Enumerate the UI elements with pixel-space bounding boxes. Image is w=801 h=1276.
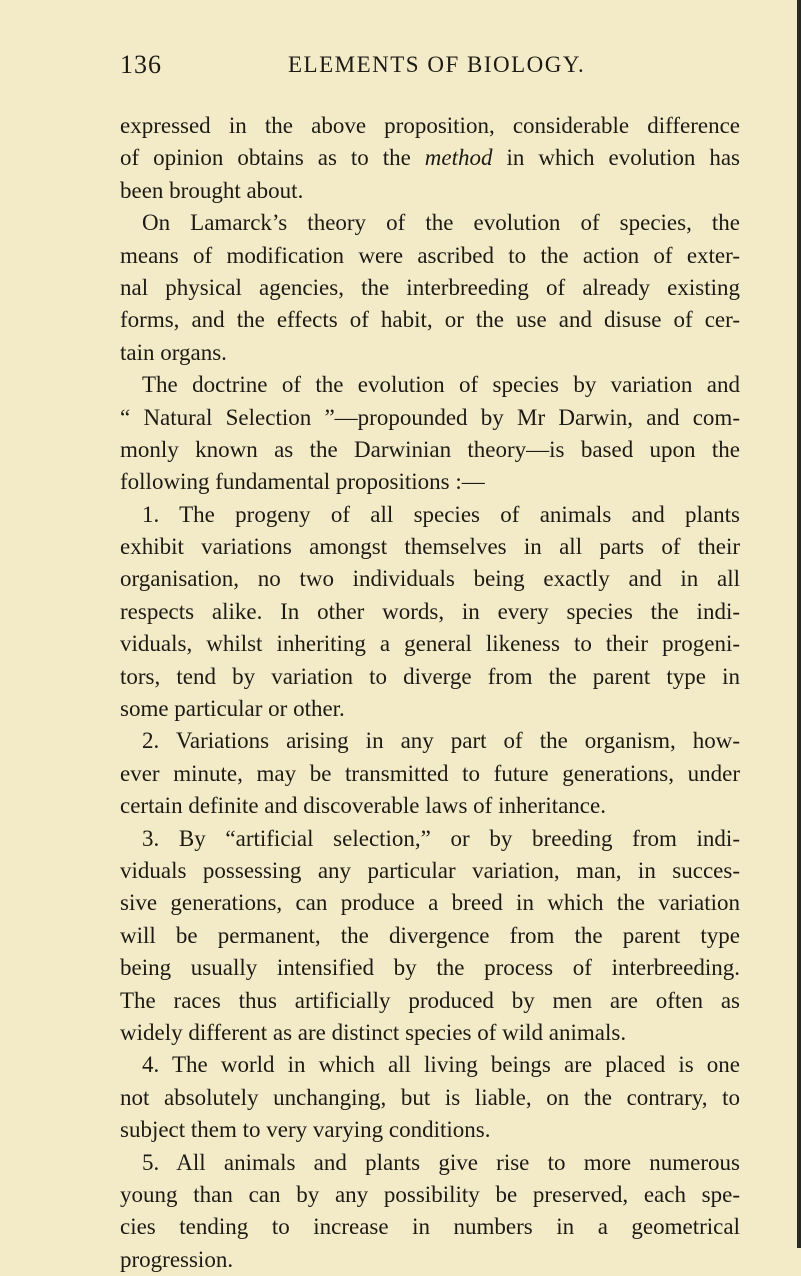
text-line: being usually intensified by the process of interbreeding. [120, 955, 740, 981]
text-line: The doctrine of the evolution of species by variation and [142, 372, 740, 398]
text-line: widely different as are distinct species of wild animals. [120, 1019, 627, 1045]
text-line: means of modification were ascribed to the action of exter- [120, 242, 740, 268]
text-line: expressed in the above proposition, considerable difference [120, 113, 740, 138]
text-line: ever minute, may be transmitted to future generations, under [120, 760, 740, 786]
text-line: will be permanent, the divergence from the parent type [120, 922, 740, 948]
text-line: exhibit variations amongst themselves in all parts of their [120, 534, 740, 560]
text-line: organisation, no two individuals being exactly and in all [120, 566, 740, 592]
page-number: 136 [120, 50, 162, 79]
text-line: of opinion obtains as to the method in which evolution has [120, 145, 740, 171]
text-line: progression. [120, 1246, 234, 1272]
page-edge [797, 0, 801, 1248]
text-line: respects alike. In other words, in every species the indi- [120, 598, 740, 624]
text-line: viduals possessing any particular variation, man, in succes- [120, 857, 740, 883]
text-line: sive generations, can produce a breed in which the variation [120, 890, 740, 916]
text-line: cies tending to increase in numbers in a geometrical [120, 1214, 740, 1240]
text-line: nal physical agencies, the interbreeding of already existing [120, 274, 740, 300]
text-line: 3. By “artificial selection,” or by breeding from indi- [142, 825, 740, 851]
body-text [120, 110, 740, 1276]
text-line: subject them to very varying conditions. [120, 1117, 491, 1143]
running-head: ELEMENTS OF BIOLOGY. [288, 52, 586, 77]
text-line: 4. The world in which all living beings are placed is one [142, 1052, 740, 1078]
text-line: 5. All animals and plants give rise to more numerous [142, 1149, 740, 1175]
text-line: monly known as the Darwinian theory—is based upon the [120, 436, 740, 462]
text-line: tors, tend by variation to diverge from the parent type in [120, 663, 740, 689]
text-line: been brought about. [120, 177, 304, 203]
text-line: On Lamarck’s theory of the evolution of species, the [142, 210, 740, 236]
text-line: not absolutely unchanging, but is liable, on the contrary, to [120, 1084, 740, 1110]
italic-word: method [424, 145, 493, 171]
text-line: 2. Variations arising in any part of the organism, how- [142, 728, 740, 754]
text-line: The races thus artificially produced by men are often as [120, 987, 740, 1013]
text-line: forms, and the effects of habit, or the use and disuse of cer- [120, 307, 740, 333]
page-header [120, 50, 740, 90]
text-line: certain definite and discoverable laws of inheritance. [120, 793, 606, 819]
text-line: young than can by any possibility be preserved, each spe- [120, 1181, 740, 1207]
text-line: viduals, whilst inheriting a general likeness to their progeni- [120, 631, 740, 657]
text-line: “ Natural Selection ”—propounded by Mr Darwin, and com- [120, 404, 740, 430]
text-line: 1. The progeny of all species of animals and plants [142, 501, 740, 527]
text-line: following fundamental propositions :— [120, 469, 485, 495]
text-line: tain organs. [120, 339, 227, 365]
text-line: some particular or other. [120, 696, 345, 722]
